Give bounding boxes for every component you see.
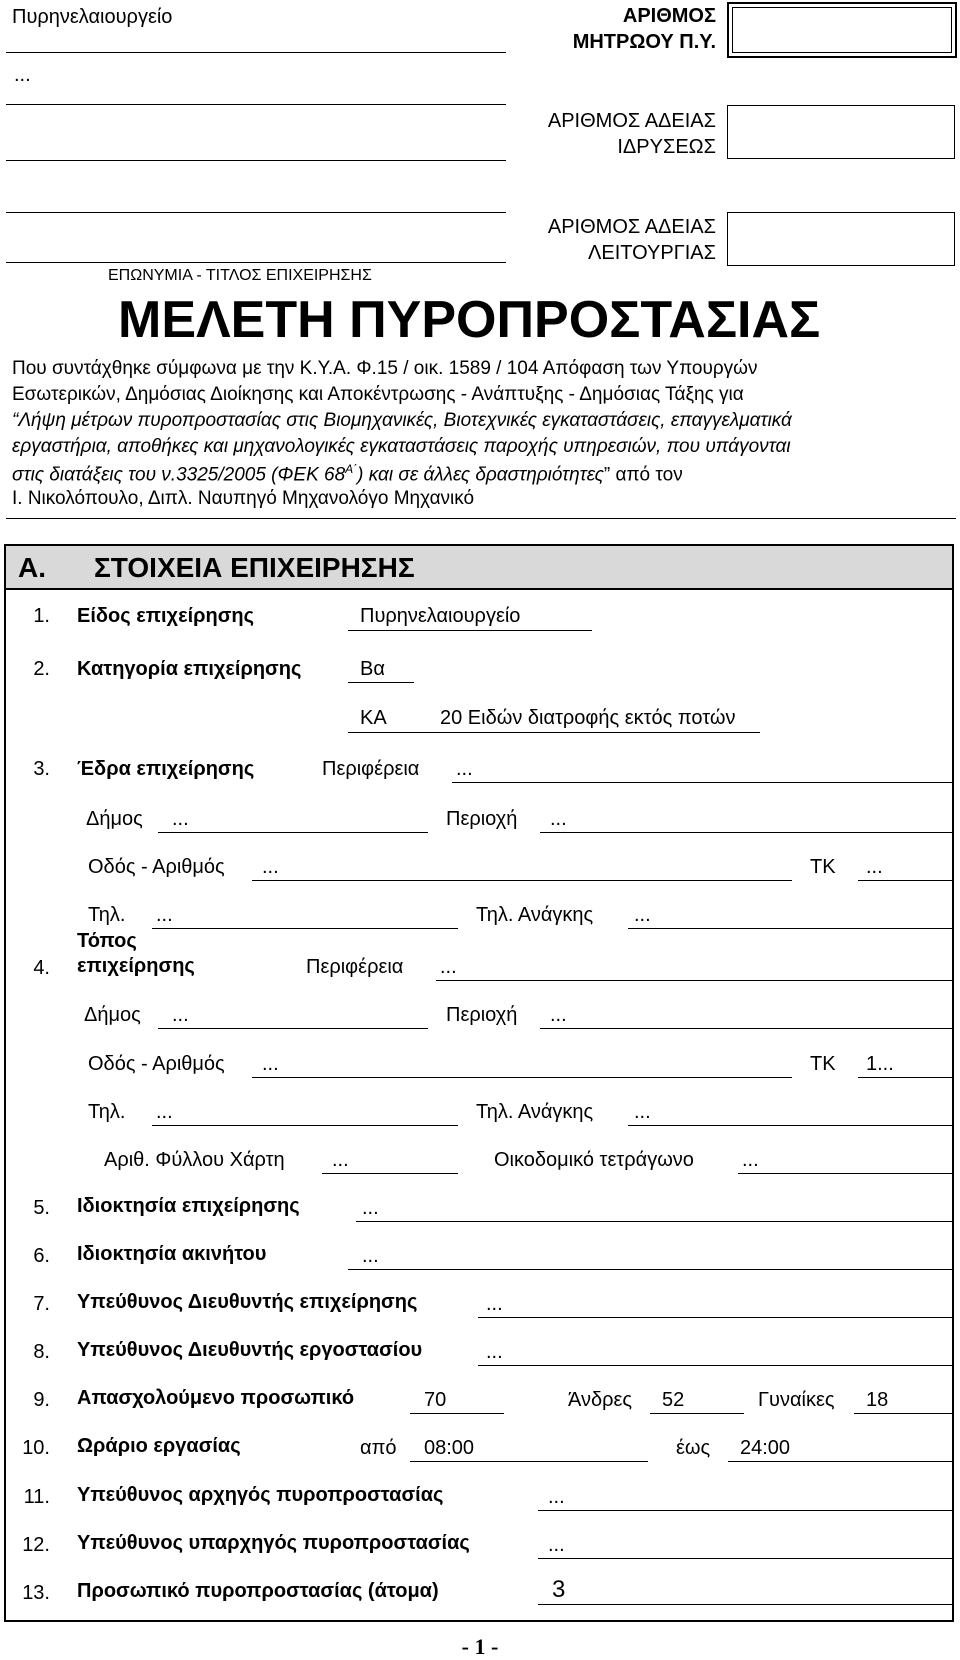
municipality2-line[interactable] — [158, 1028, 428, 1029]
intro-line-6: Ι. Νικολόπουλο, Διπλ. Ναυπηγό Μηχανολόγο Μηχανικό — [12, 488, 475, 509]
intro-line-5c: ” από τον — [603, 464, 683, 486]
sheet-value: ... — [332, 1149, 349, 1171]
item-9-number: 9. — [33, 1389, 50, 1411]
item-9-label: Απασχολούμενο προσωπικό — [77, 1387, 355, 1409]
tk2-line[interactable] — [858, 1077, 952, 1078]
phone2-line[interactable] — [152, 1125, 458, 1126]
item-4-label-b: επιχείρησης — [77, 955, 195, 977]
operation-license-field[interactable] — [727, 212, 955, 266]
tk-label: ΤΚ — [810, 856, 836, 878]
region2-line[interactable] — [436, 980, 952, 981]
header-line-3 — [6, 160, 506, 161]
item-13-line[interactable] — [538, 1604, 952, 1605]
item-5-value: ... — [362, 1197, 379, 1219]
region-label: Περιφέρεια — [322, 758, 420, 780]
from-label: από — [360, 1437, 397, 1459]
ka-line[interactable] — [348, 732, 760, 733]
item-9-line[interactable] — [410, 1413, 504, 1414]
men-label: Άνδρες — [568, 1389, 633, 1411]
area-label: Περιοχή — [446, 808, 518, 830]
ka-value: 20 Ειδών διατροφής εκτός ποτών — [440, 707, 736, 729]
from-line[interactable] — [410, 1461, 648, 1462]
item-5-label: Ιδιοκτησία επιχείρησης — [77, 1195, 300, 1217]
area2-line[interactable] — [540, 1028, 952, 1029]
tk-value: ... — [866, 856, 883, 878]
item-5-number: 5. — [33, 1197, 50, 1219]
region2-value: ... — [440, 956, 457, 978]
intro-line-4: εργαστήρια, αποθήκες και μηχανολογικές εγκαταστάσεις παροχής υπηρεσιών, που υπάγονται — [12, 436, 791, 457]
to-line[interactable] — [728, 1461, 952, 1462]
item-13-label: Προσωπικό πυροπροστασίας (άτομα) — [77, 1580, 439, 1602]
sheet-line[interactable] — [322, 1173, 458, 1174]
area-value: ... — [550, 808, 567, 830]
item-6-line[interactable] — [348, 1269, 952, 1270]
ka-label: ΚΑ — [360, 707, 387, 729]
intro-line-5 — [12, 462, 683, 486]
item-12-line[interactable] — [538, 1558, 952, 1559]
block-label: Οικοδομικό τετράγωνο — [494, 1149, 694, 1171]
emergency-line[interactable] — [628, 928, 952, 929]
establishment-license-field[interactable] — [727, 105, 955, 159]
item-8-line[interactable] — [478, 1365, 952, 1366]
block-line[interactable] — [738, 1173, 952, 1174]
item-2-line[interactable] — [348, 682, 414, 683]
item-3-number: 3. — [33, 758, 50, 780]
item-12-number: 12. — [22, 1534, 50, 1556]
region2-label: Περιφέρεια — [306, 956, 404, 978]
registry-label-2: ΜΗΤΡΩΟΥ Π.Υ. — [572, 31, 716, 53]
street2-label: Οδός - Αριθμός — [88, 1053, 225, 1075]
item-6-value: ... — [362, 1245, 379, 1267]
phone2-label: Τηλ. — [88, 1101, 126, 1123]
women-line[interactable] — [854, 1413, 952, 1414]
item-8-value: ... — [486, 1341, 503, 1363]
intro-line-2: Εσωτερικών, Δημόσιας Διοίκησης και Αποκέντρωσης - Ανάπτυξης - Δημόσιας Τάξης για — [12, 384, 744, 405]
block-value: ... — [742, 1149, 759, 1171]
registry-number-field[interactable] — [727, 2, 957, 58]
municipality-line[interactable] — [158, 832, 428, 833]
header-ellipsis: ... — [14, 64, 31, 86]
intro-line-3: “Λήψη μέτρων πυροπροστασίας στις Βιομηχανικές, Βιοτεχνικές εγκαταστάσεις, επαγγελματικά — [12, 410, 792, 431]
street-label: Οδός - Αριθμός — [88, 856, 225, 878]
item-4-label-a: Τόπος — [77, 930, 137, 952]
header-line-1 — [6, 52, 506, 53]
item-1-value: Πυρηνελαιουργείο — [360, 605, 521, 627]
item-6-number: 6. — [33, 1245, 50, 1267]
item-7-number: 7. — [33, 1293, 50, 1315]
sheet-label: Αριθ. Φύλλου Χάρτη — [104, 1149, 285, 1171]
area2-label: Περιοχή — [446, 1004, 518, 1026]
municipality-label: Δήμος — [86, 808, 143, 830]
emergency-label: Τηλ. Ανάγκης — [476, 904, 594, 926]
operation-label-2: ΛΕΙΤΟΥΡΓΙΑΣ — [588, 242, 716, 264]
phone-label: Τηλ. — [88, 904, 126, 926]
tk2-label: ΤΚ — [810, 1053, 836, 1075]
item-6-label: Ιδιοκτησία ακινήτου — [77, 1243, 267, 1265]
item-8-label: Υπεύθυνος Διευθυντής εργοστασίου — [77, 1339, 423, 1361]
item-12-value: ... — [548, 1534, 565, 1556]
item-1-label: Είδος επιχείρησης — [77, 605, 255, 627]
section-a-header — [6, 546, 952, 590]
region-value: ... — [456, 758, 473, 780]
item-2-label: Κατηγορία επιχείρησης — [77, 658, 302, 680]
item-7-label: Υπεύθυνος Διευθυντής επιχείρησης — [77, 1291, 418, 1313]
item-2-value: Βα — [360, 658, 385, 680]
municipality2-label: Δήμος — [84, 1004, 141, 1026]
phone2-value: ... — [156, 1101, 173, 1123]
intro-line-1: Που συντάχθηκε σύμφωνα με την Κ.Υ.Α. Φ.15 / οικ. 1589 / 104 Απόφαση των Υπουργών — [12, 358, 758, 379]
company-name-caption: ΕΠΩΝΥΜΙΑ - ΤΙΤΛΟΣ ΕΠΙΧΕΙΡΗΣΗΣ — [108, 267, 372, 284]
establishment-label-2: ΙΔΡΥΣΕΩΣ — [617, 136, 716, 158]
from-value: 08:00 — [424, 1437, 475, 1459]
street-value: ... — [262, 856, 279, 878]
header-line-4 — [6, 212, 506, 213]
section-a-heading: ΣΤΟΙΧΕΙΑ ΕΠΙΧΕΙΡΗΣΗΣ — [94, 552, 415, 583]
item-10-label: Ωράριο εργασίας — [77, 1435, 241, 1457]
item-7-value: ... — [486, 1293, 503, 1315]
item-13-number: 13. — [22, 1582, 50, 1604]
street2-value: ... — [262, 1053, 279, 1075]
street-line[interactable] — [252, 880, 792, 881]
item-3-label: Έδρα επιχείρησης — [77, 758, 255, 780]
phone-value: ... — [156, 904, 173, 926]
to-label: έως — [676, 1437, 711, 1459]
item-9-value: 70 — [424, 1389, 447, 1411]
intro-line-5-sup: Α΄ — [345, 462, 358, 476]
area-line[interactable] — [540, 832, 952, 833]
emergency2-line[interactable] — [628, 1125, 952, 1126]
item-10-number: 10. — [22, 1437, 50, 1459]
item-4-number: 4. — [33, 957, 50, 979]
item-11-label: Υπεύθυνος αρχηγός πυροπροστασίας — [77, 1484, 444, 1506]
phone-line[interactable] — [152, 928, 458, 929]
men-line[interactable] — [650, 1413, 744, 1414]
operation-label-1: ΑΡΙΘΜΟΣ ΑΔΕΙΑΣ — [547, 216, 716, 238]
to-value: 24:00 — [740, 1437, 791, 1459]
page-number: - 1 - — [461, 1634, 499, 1659]
emergency-value: ... — [634, 904, 651, 926]
page-title: ΜΕΛΕΤΗ ΠΥΡΟΠΡΟΣΤΑΣΙΑΣ — [118, 291, 821, 349]
item-11-line[interactable] — [538, 1510, 952, 1511]
tk2-value: 1... — [866, 1053, 894, 1075]
area2-value: ... — [550, 1004, 567, 1026]
item-13-value: 3 — [552, 1576, 566, 1603]
intro-divider — [6, 518, 956, 519]
item-8-number: 8. — [33, 1341, 50, 1363]
item-11-value: ... — [548, 1486, 565, 1508]
item-5-line[interactable] — [356, 1221, 952, 1222]
intro-line-5a: στις διατάξεις του ν.3325/2005 (ΦΕΚ 68 — [12, 464, 346, 486]
emergency2-label: Τηλ. Ανάγκης — [476, 1101, 594, 1123]
item-1-line[interactable] — [348, 630, 592, 631]
item-11-number: 11. — [23, 1486, 50, 1508]
tk-line[interactable] — [858, 880, 952, 881]
women-label: Γυναίκες — [758, 1389, 835, 1411]
item-7-line[interactable] — [478, 1317, 952, 1318]
header-line-2 — [6, 104, 506, 105]
emergency2-value: ... — [634, 1101, 651, 1123]
header-line-5 — [6, 262, 506, 263]
region-line[interactable] — [452, 782, 952, 783]
establishment-label-1: ΑΡΙΘΜΟΣ ΑΔΕΙΑΣ — [547, 110, 716, 132]
section-a-letter: Α. — [18, 552, 46, 583]
item-2-number: 2. — [33, 658, 50, 680]
item-12-label: Υπεύθυνος υπαρχηγός πυροπροστασίας — [77, 1532, 470, 1554]
municipality2-value: ... — [172, 1004, 189, 1026]
item-1-number: 1. — [33, 605, 50, 627]
registry-label-1: ΑΡΙΘΜΟΣ — [622, 5, 716, 27]
business-type-header: Πυρηνελαιουργείο — [12, 6, 173, 28]
women-value: 18 — [866, 1389, 889, 1411]
men-value: 52 — [662, 1389, 685, 1411]
street2-line[interactable] — [252, 1077, 792, 1078]
intro-line-5b: ) και σε άλλες δραστηριότητες — [357, 464, 604, 486]
municipality-value: ... — [172, 808, 189, 830]
